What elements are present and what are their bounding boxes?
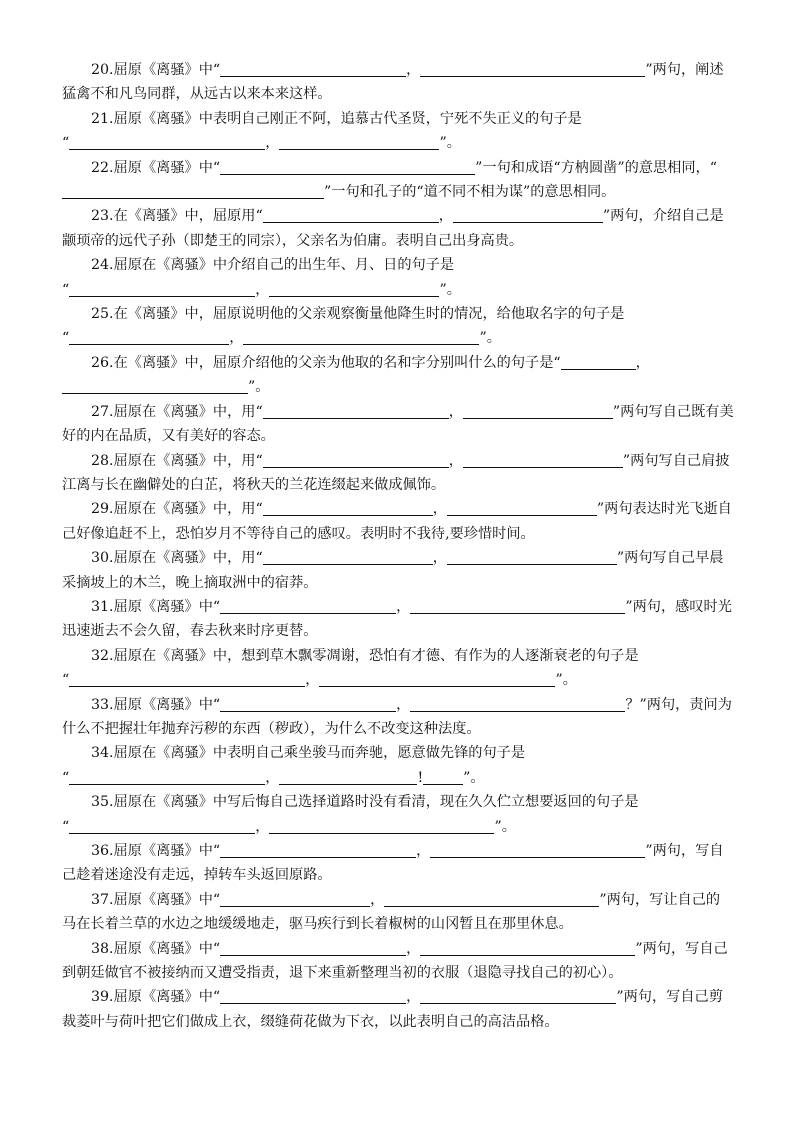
answer-blank[interactable]: [220, 987, 406, 1004]
question-31: [62, 595, 734, 644]
question-text: 30.屈原在《离骚》中，用“: [91, 550, 263, 567]
question-text: 37.屈原《离骚》中“: [91, 891, 221, 908]
comma: ，: [432, 550, 447, 567]
answer-blank[interactable]: [220, 695, 396, 712]
comma: ，: [265, 769, 280, 786]
answer-blank[interactable]: [62, 182, 324, 199]
question-text: 31.屈原《离骚》中“: [91, 598, 221, 615]
question-34: [62, 741, 734, 790]
close-quote: ”。: [463, 769, 485, 786]
answer-blank[interactable]: [463, 402, 613, 419]
question-23: [62, 204, 738, 253]
answer-blank[interactable]: [447, 499, 597, 516]
comma: ，: [255, 281, 270, 298]
comma: ，: [448, 403, 463, 420]
close-quote: ”。: [479, 330, 501, 347]
close-quote: ”。: [439, 281, 461, 298]
question-39: [62, 985, 734, 1034]
question-text: 25.在《离骚》中，屈原说明他的父亲观察衡量他降生时的情况，给他取名字的句子是: [91, 306, 625, 323]
answer-blank[interactable]: [263, 206, 439, 223]
question-text: ”两句写自己早晨采摘坡上的木兰，晚上摘取洲中的宿莽。: [62, 550, 724, 591]
answer-blank[interactable]: [463, 451, 623, 468]
answer-blank[interactable]: [269, 817, 494, 834]
open-quote: “: [62, 281, 70, 298]
open-quote: “: [62, 330, 70, 347]
answer-blank[interactable]: [69, 817, 255, 834]
question-text: ”两句写自己肩披江离与长在幽僻处的白芷，将秋天的兰花连缀起来做成佩饰。: [62, 452, 730, 493]
answer-blank[interactable]: [263, 451, 449, 468]
question-text: 29.屈原在《离骚》中，用“: [91, 501, 263, 518]
question-text: ”两句，阐述猛禽不和凡鸟同群，从远古以来本来这样。: [62, 62, 724, 103]
question-text: 35.屈原在《离骚》中写后悔自己选择道路时没有看清，现在久久伫立想要返回的句子是: [91, 794, 639, 811]
question-text: 26.在《离骚》中，屈原介绍他的父亲为他取的名和字分别叫什么的句子是“: [91, 354, 561, 371]
question-text: ”两句，写自己到朝廷做官不被接纳而又遭受指责，退下来重新整理当初的衣服（退隐寻找自己的初心）。: [62, 940, 728, 982]
question-text: 23.在《离骚》中，屈原用“: [91, 208, 263, 225]
answer-blank[interactable]: [220, 158, 475, 175]
question-text: ”一句和成语“方枘圆凿”的意思相同，“: [475, 159, 717, 176]
question-29: [62, 497, 734, 546]
answer-blank[interactable]: [220, 60, 406, 77]
answer-blank[interactable]: [319, 670, 555, 687]
open-quote: “: [62, 135, 70, 152]
answer-blank[interactable]: [69, 670, 305, 687]
answer-blank[interactable]: [453, 206, 603, 223]
question-text: ”一句和孔子的“道不同不相为谋”的意思相同。: [324, 184, 616, 201]
answer-blank[interactable]: [410, 597, 625, 614]
comma: ，: [448, 452, 463, 469]
comma: ，: [396, 598, 411, 615]
answer-blank[interactable]: [561, 353, 636, 370]
question-33: [62, 693, 734, 742]
question-text: 21.屈原《离骚》中表明自己刚正不阿，追慕古代圣贤，宁死不失正义的句子是: [91, 110, 582, 127]
question-text: 33.屈原《离骚》中“: [91, 696, 221, 713]
question-text: 22.屈原《离骚》中“: [91, 159, 221, 176]
answer-blank[interactable]: [62, 377, 248, 394]
question-35: [62, 790, 734, 839]
answer-blank[interactable]: [430, 841, 645, 858]
question-text: 38.屈原《离骚》中“: [91, 940, 221, 957]
question-mark: ？: [625, 696, 640, 713]
answer-blank[interactable]: [263, 402, 449, 419]
question-text: ”两句表达时光飞逝自己好像追赶不上，恐怕岁月不等待自己的感叹。表明时不我待,要珍惜时间。: [62, 501, 732, 542]
question-25: [62, 302, 734, 351]
question-text: ”两句，写自己趁着迷途没有走远，掉转车头返回原路。: [62, 843, 724, 884]
question-21: [62, 107, 734, 156]
worksheet: [62, 58, 738, 1034]
close-quote: ”。: [494, 818, 516, 835]
question-text: ”两句写自己既有美好的内在品质，又有美好的容态。: [62, 403, 734, 445]
answer-blank[interactable]: [243, 328, 479, 345]
comma: ，: [635, 354, 650, 371]
close-quote: ”。: [439, 135, 461, 152]
comma: ，: [416, 843, 431, 859]
answer-blank[interactable]: [410, 695, 625, 712]
answer-blank[interactable]: [69, 768, 265, 785]
answer-blank[interactable]: [220, 939, 406, 956]
question-37: [62, 888, 734, 937]
answer-blank[interactable]: [69, 328, 229, 345]
question-text: ”两句，写自己剪裁菱叶与荷叶把它们做成上衣，缀缝荷花做为下衣，以此表明自己的高洁品格。: [62, 989, 723, 1030]
question-text: ”两句，写让自己的马在长着兰草的水边之地缓缓地走，驱马疾行到长着椒树的山冈暂且在那里休息。: [62, 891, 721, 933]
answer-blank[interactable]: [220, 597, 396, 614]
comma: ，: [370, 891, 385, 908]
question-text: 34.屈原在《离骚》中表明自己乘坐骏马而奔驰，愿意做先锋的句子是: [91, 745, 526, 762]
answer-blank[interactable]: [420, 60, 645, 77]
exclamation-mark: !: [417, 769, 424, 786]
answer-blank[interactable]: [69, 280, 255, 297]
question-text: ”两句，感叹时光迅速逝去不会久留，春去秋来时序更替。: [62, 598, 732, 640]
close-quote: ”。: [555, 672, 577, 689]
comma: ，: [406, 989, 421, 1006]
comma: ，: [305, 672, 320, 689]
comma: ，: [406, 62, 421, 78]
question-text: 39.屈原《离骚》中“: [91, 989, 221, 1006]
answer-blank[interactable]: [69, 133, 265, 150]
question-text: 28.屈原在《离骚》中，用“: [91, 452, 263, 469]
answer-blank[interactable]: [263, 548, 433, 565]
question-26: [62, 351, 734, 400]
question-text: 27.屈原在《离骚》中，用“: [91, 403, 263, 420]
question-32: [62, 644, 734, 693]
question-27: [62, 400, 734, 449]
comma: ，: [265, 135, 280, 152]
comma: ，: [255, 818, 270, 835]
open-quote: “: [62, 672, 70, 689]
answer-blank[interactable]: [279, 133, 439, 150]
answer-blank[interactable]: [279, 768, 417, 785]
comma: ，: [396, 696, 411, 713]
answer-blank[interactable]: [220, 841, 416, 858]
answer-blank[interactable]: [423, 768, 463, 785]
question-28: [62, 449, 734, 498]
question-24: [62, 253, 734, 302]
question-text: 32.屈原在《离骚》中，想到草木飘零凋谢，恐怕有才德、有作为的人逐渐衰老的句子是: [91, 647, 639, 664]
question-38: [62, 937, 734, 986]
comma: ，: [229, 330, 244, 347]
question-text: 36.屈原《离骚》中“: [91, 843, 221, 859]
open-quote: “: [62, 769, 70, 786]
answer-blank[interactable]: [384, 890, 599, 907]
answer-blank[interactable]: [269, 280, 439, 297]
question-30: [62, 546, 734, 595]
comma: ，: [406, 940, 421, 957]
question-20: [62, 58, 734, 107]
question-text: ”两句，介绍自己是 颛顼帝的远代子孙（即楚王的同宗），父亲名为伯庸。表明自己出身高贵。: [62, 208, 738, 249]
answer-blank[interactable]: [263, 499, 433, 516]
question-text: 24.屈原在《离骚》中介绍自己的出生年、月、日的句子是: [91, 257, 455, 274]
open-quote: “: [62, 818, 70, 835]
question-22: [62, 156, 734, 205]
answer-blank[interactable]: [220, 890, 370, 907]
answer-blank[interactable]: [420, 939, 635, 956]
comma: ，: [438, 208, 453, 225]
comma: ，: [432, 501, 447, 518]
answer-blank[interactable]: [420, 987, 616, 1004]
close-quote: ”。: [248, 379, 270, 396]
question-text: 20.屈原《离骚》中“: [91, 62, 221, 78]
answer-blank[interactable]: [447, 548, 617, 565]
question-text: ”两句，责问为什么不把握壮年抛弃污秽的东西（秽政），为什么不改变这种法度。: [62, 696, 732, 737]
question-36: [62, 839, 734, 888]
